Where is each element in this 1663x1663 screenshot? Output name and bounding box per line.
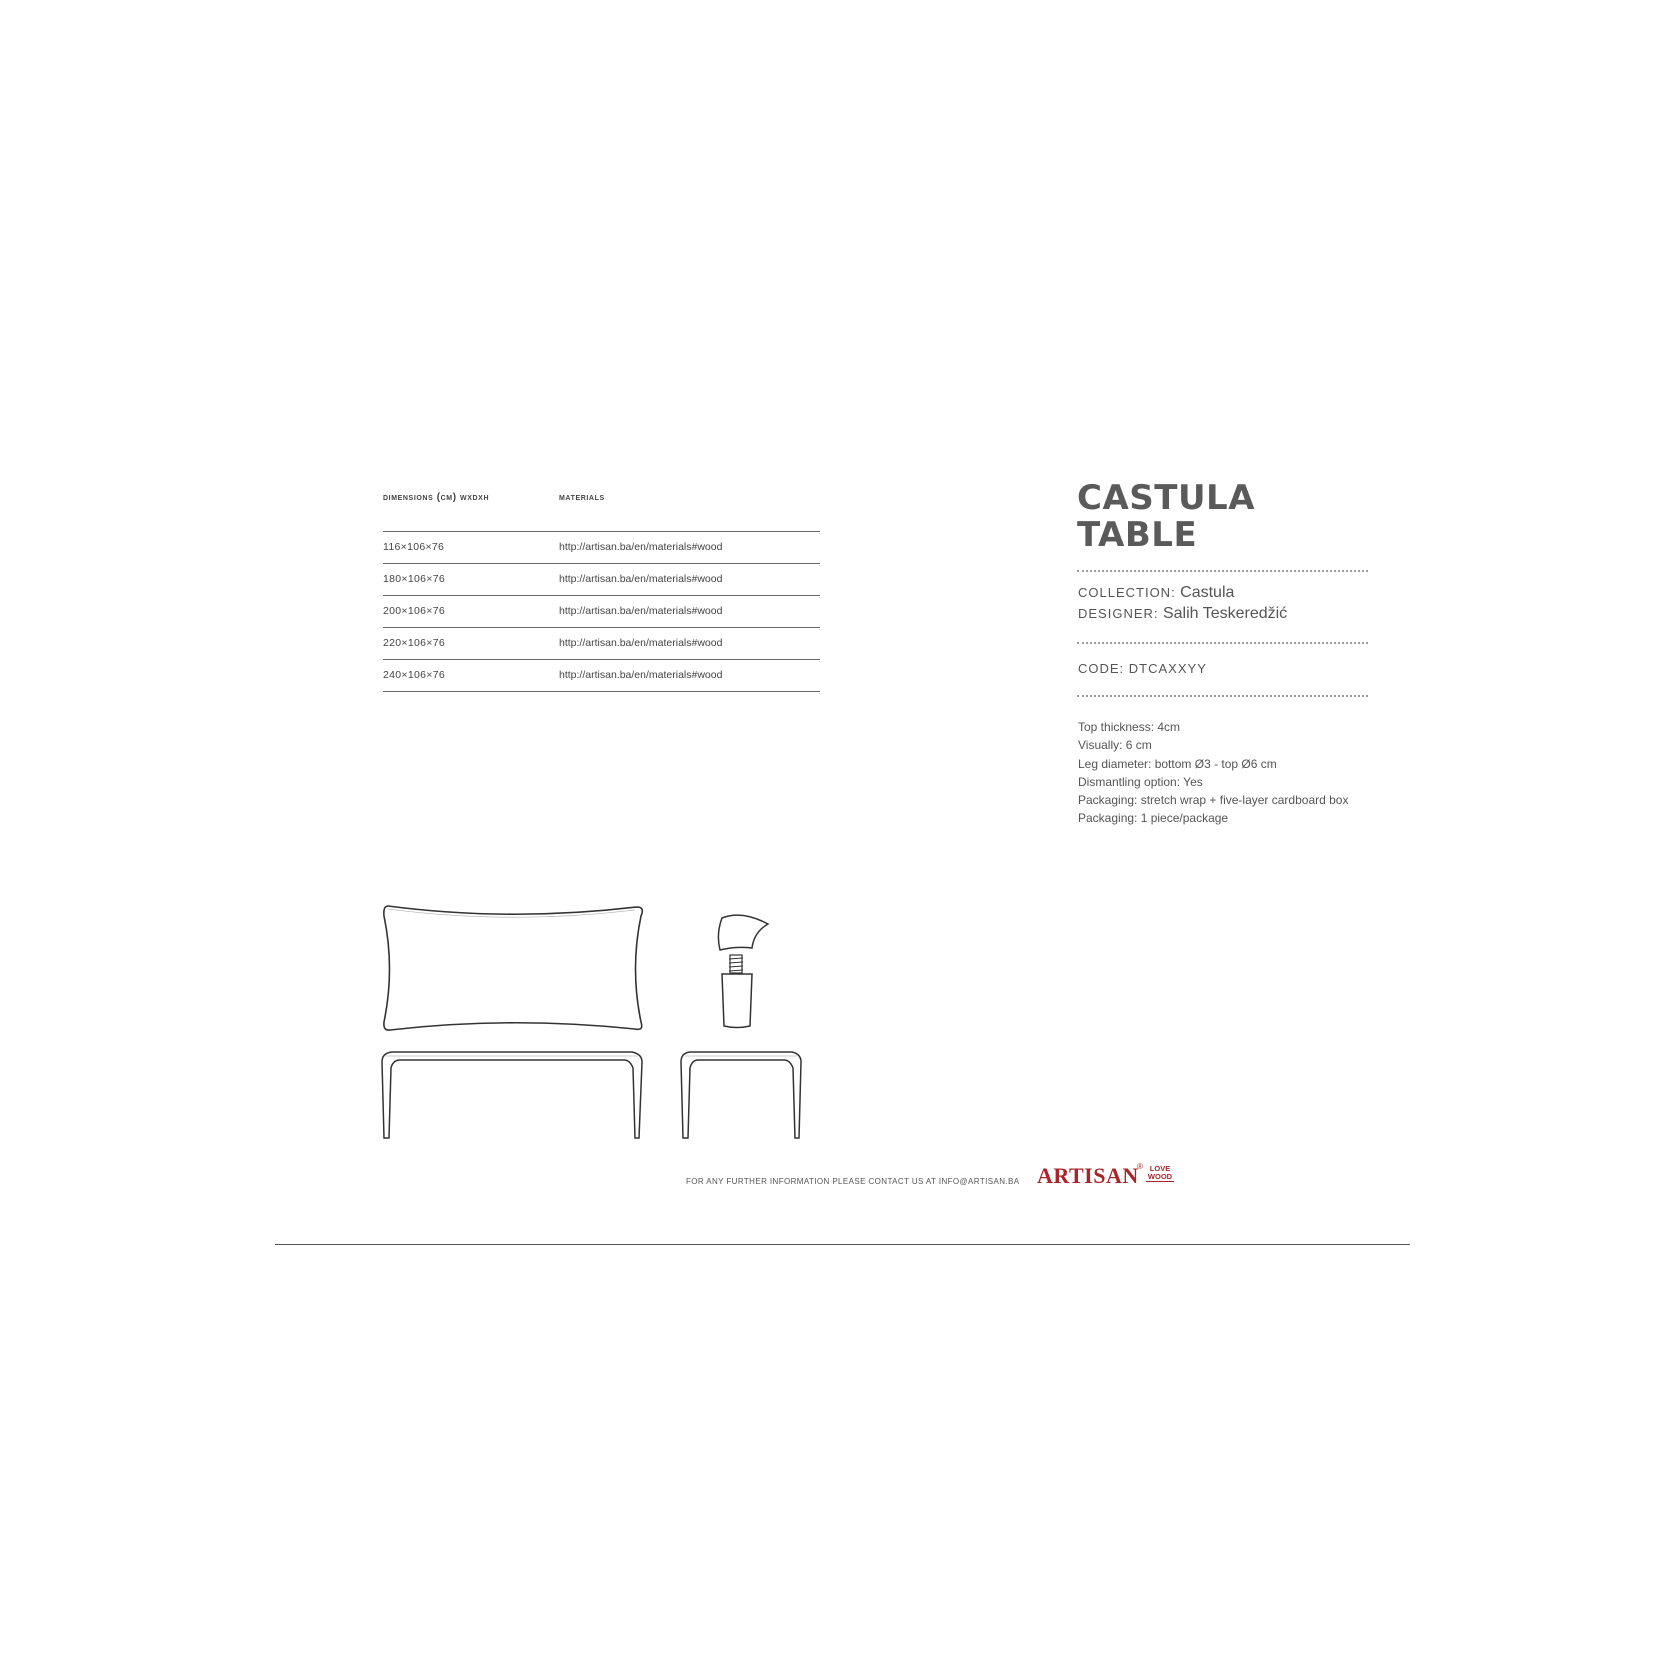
code-value: DTCAXXYY xyxy=(1128,661,1207,676)
table-row xyxy=(383,564,820,596)
spec-item: Leg diameter: bottom Ø3 - top Ø6 cm xyxy=(1078,756,1277,771)
dimensions-header: dimensions (cm) wxdxh xyxy=(383,492,490,503)
collection-line xyxy=(1078,584,1234,602)
collection-value: Castula xyxy=(1180,584,1235,601)
logo-tag-line-2: WOOD xyxy=(1147,1172,1173,1181)
material-link[interactable]: http://artisan.ba/en/materials#wood xyxy=(559,573,723,585)
designer-line xyxy=(1078,605,1287,623)
logo-tag-line-1: LOVE xyxy=(1149,1164,1171,1173)
dotted-divider xyxy=(1077,695,1368,697)
spec-item: Top thickness: 4cm xyxy=(1078,720,1181,734)
dimension-cell: 200×106×76 xyxy=(383,605,445,617)
title-line-1: CASTULA xyxy=(1077,478,1256,518)
collection-label: COLLECTION: xyxy=(1078,585,1176,600)
table-side-view-drawing xyxy=(678,1050,806,1140)
code-line xyxy=(1078,661,1207,676)
spec-item: Packaging: stretch wrap + five-layer cardboard box xyxy=(1078,793,1349,808)
love-wood-tag xyxy=(1146,1165,1174,1182)
dimension-cell: 220×106×76 xyxy=(383,637,445,649)
table-top-view-drawing xyxy=(380,904,646,1034)
title-line-2: TABLE xyxy=(1077,515,1198,555)
dimension-cell: 240×106×76 xyxy=(383,669,445,681)
table-row xyxy=(383,660,820,692)
code-label: CODE: xyxy=(1078,661,1125,676)
product-title xyxy=(1077,480,1255,554)
spec-item: Visually: 6 cm xyxy=(1078,738,1152,753)
spec-item: Packaging: 1 piece/package xyxy=(1078,811,1229,826)
materials-header: materials xyxy=(559,492,605,503)
spec-list xyxy=(1078,718,1348,828)
leg-connector-detail-drawing xyxy=(712,912,772,1030)
table-row xyxy=(383,596,820,628)
contact-info: FOR ANY FURTHER INFORMATION PLEASE CONTACT US AT INFO@ARTISAN.BA xyxy=(686,1177,1020,1186)
table-row xyxy=(383,628,820,660)
logo-wordmark: ARTISAN xyxy=(1037,1163,1139,1188)
designer-label: DESIGNER: xyxy=(1078,606,1159,621)
dotted-divider xyxy=(1077,570,1368,572)
registered-mark: ® xyxy=(1137,1162,1143,1171)
table-row xyxy=(383,532,820,564)
dotted-divider xyxy=(1077,642,1368,644)
table-front-view-drawing xyxy=(378,1050,646,1140)
material-link[interactable]: http://artisan.ba/en/materials#wood xyxy=(559,605,723,617)
dimension-cell: 116×106×76 xyxy=(383,541,445,553)
table-body xyxy=(383,531,820,692)
material-link[interactable]: http://artisan.ba/en/materials#wood xyxy=(559,669,723,681)
designer-value: Salih Teskeredžić xyxy=(1162,605,1288,622)
material-link[interactable]: http://artisan.ba/en/materials#wood xyxy=(559,541,723,553)
bottom-divider xyxy=(275,1244,1410,1245)
dimension-cell: 180×106×76 xyxy=(383,573,445,585)
spec-item: Dismantling option: Yes xyxy=(1078,774,1203,789)
material-link[interactable]: http://artisan.ba/en/materials#wood xyxy=(559,637,723,649)
